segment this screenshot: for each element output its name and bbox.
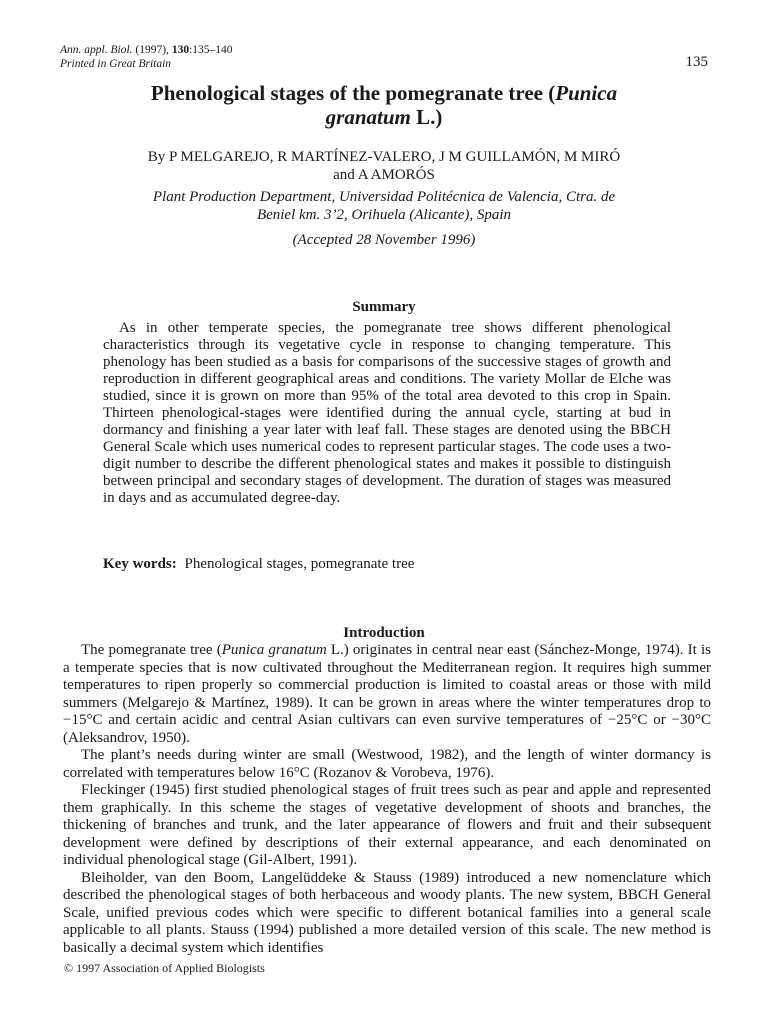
affiliation-line-1: Plant Production Department, Universidad Politécnica de Valencia, Ctra. de [152, 189, 616, 205]
intro-paragraph-4: Bleiholder, van den Boom, Langelüddeke & Stauss (1989) introduced a new nomenclature which described the phenological stages of both herbaceous and woody plants. The new system, BBCH General Scale, unified previous codes which were specific to different botanical families into a general scale applicable to all plants. Stauss (1994) published a more detailed version of this scale. The new method is basically a decimal system which identifies [63, 869, 715, 956]
introduction-body [63, 642, 715, 957]
journal-year: (1997), [132, 44, 172, 56]
affiliation-line-2: Beniel km. 3’2, Orihuela (Alicante), Spain [256, 207, 512, 223]
authors-line-2: and A AMORÓS [333, 167, 435, 183]
intro-p1-text-a: The pomegranate tree ( [81, 642, 222, 658]
printed-in: Printed in Great Britain [60, 58, 172, 70]
summary-body [103, 320, 675, 507]
summary-paragraph: As in other temperate species, the pomegranate tree shows different phenological characteristics through its vegetative cycle in response to changing temperature. This phenology has been studied as a basis for comparisons of the successive stages of growth and reproduction in different geographical areas and conditions. The variety Mollar de Elche was studied, since it is grown on more than 95% of the total area devoted to this crop in Spain. Thirteen phenological-stages were identified during the annual cycle, starting at bud in dormancy and finishing a year later with leaf fall. These stages are denoted using the BBCH General Scale which uses numerical codes to represent particular stages. The code uses a two-digit number to describe the different phenological states and makes it possible to distinguish between principal and secondary stages of development. The duration of stages was measured in days and as accumulated degree-day. [103, 320, 675, 506]
author-list [80, 148, 688, 184]
paper-title [80, 81, 688, 129]
page-number: 135 [685, 54, 708, 70]
intro-p1-text-b: L.) originates in central near east (Sánchez-Monge, 1974). It is a temperate species that is now cultivated throughout the Mediterranean region. It requires high summer temperatures to ripen properly so commercial production is limited to coastal areas or those with mild summers (Melgarejo & Martínez, 1989). It can be grown in areas where the winter temperatures drop to −15°C and certain acidic and central Asian cultivars can even survive temperatures of −25°C or −30°C (Aleksandrov, 1950). [63, 642, 715, 746]
title-italic-2: granatum [325, 105, 411, 129]
authors-line-1: By P MELGAREJO, R MARTÍNEZ-VALERO, J M GUILLAMÓN, M MIRÓ [147, 149, 621, 165]
journal-line-1 [60, 43, 233, 57]
intro-p1-italic: Punica granatum [221, 642, 327, 658]
journal-citation [60, 43, 233, 71]
keywords-label: Key words: [103, 556, 177, 572]
journal-name: Ann. appl. Biol. [60, 44, 133, 56]
intro-paragraph-3: Fleckinger (1945) first studied phenological stages of fruit trees such as pear and apple and represented them graphically. In this scheme the stages of vegetative development of shoots and branches, the thickening of branches and trunk, and the later appearance of flowers and fruit and their subsequent development were defined by descriptions of their external appearance, and each denominated on individual phenological stage (Gil-Albert, 1991). [63, 782, 715, 868]
introduction-heading: Introduction [343, 625, 425, 641]
intro-paragraph-2: The plant’s needs during winter are small (Westwood, 1982), and the length of winter dormancy is correlated with temperatures below 16°C (Rozanov & Vorobeva, 1976). [63, 747, 715, 781]
accepted-date: (Accepted 28 November 1996) [292, 232, 476, 248]
intro-paragraph-1 [63, 642, 715, 747]
affiliation [90, 188, 678, 224]
summary-heading: Summary [352, 299, 416, 315]
journal-volume: 130 [171, 44, 190, 56]
keywords-value: Phenological stages, pomegranate tree [184, 556, 415, 572]
copyright-notice: © 1997 Association of Applied Biologists [64, 961, 265, 975]
journal-pages: :135–140 [189, 44, 233, 56]
title-text-2: L.) [410, 105, 443, 129]
title-italic-1: Punica [555, 81, 618, 105]
title-text-1: Phenological stages of the pomegranate tree ( [150, 81, 556, 105]
keywords [103, 556, 414, 573]
